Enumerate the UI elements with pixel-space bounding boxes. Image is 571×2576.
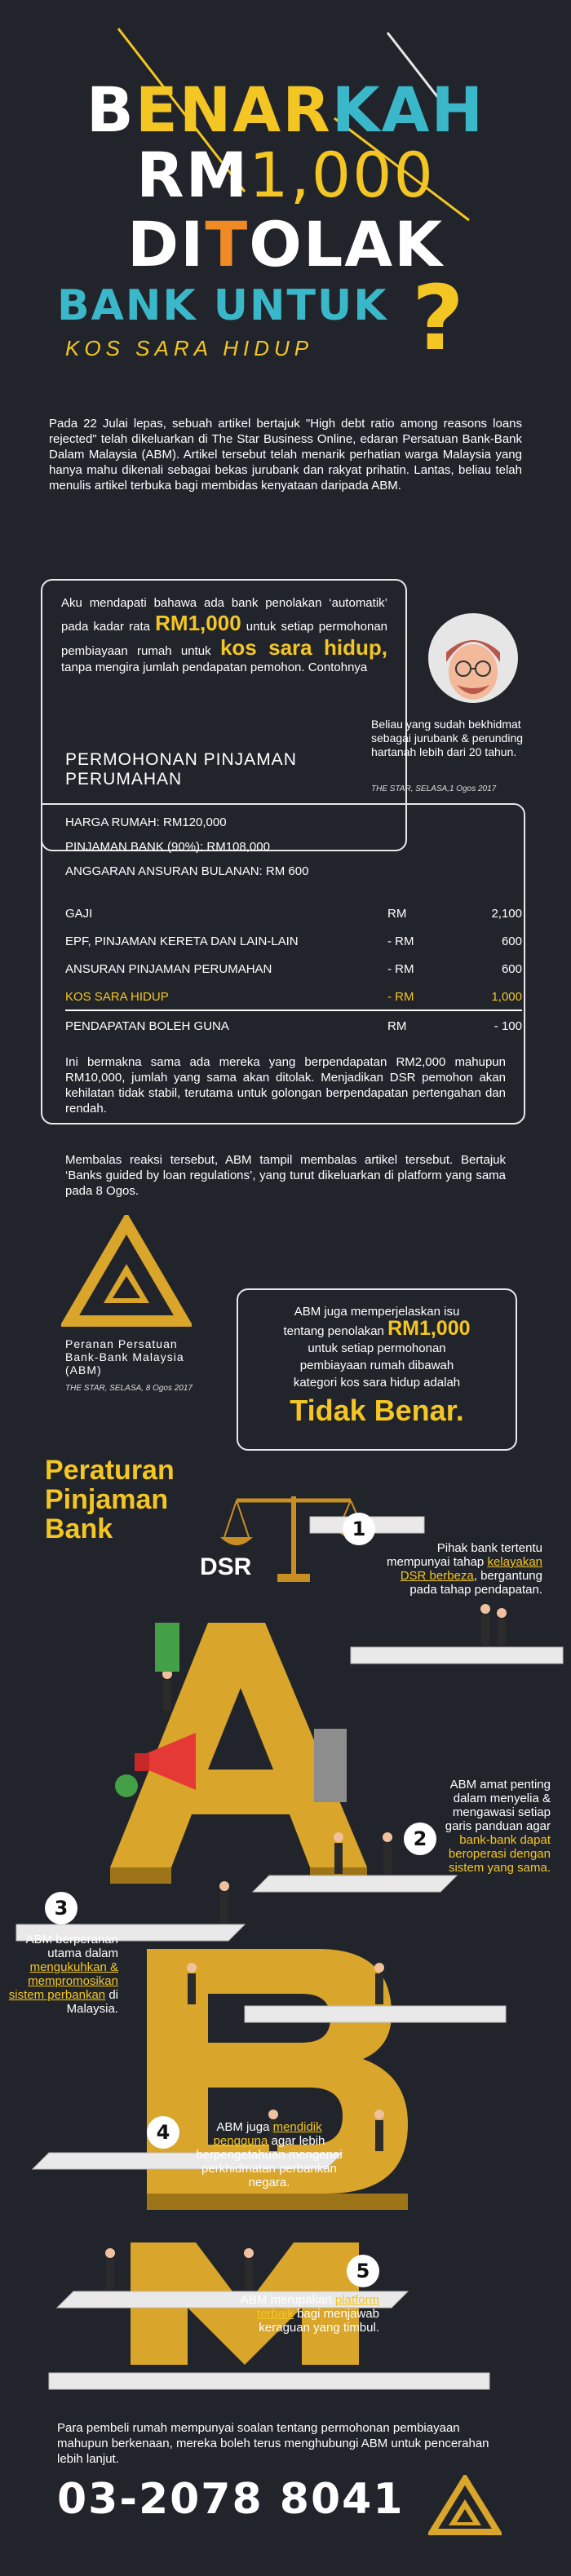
megaphone-icon [115,1733,196,1797]
atm-icon [155,1623,179,1672]
abm-callout-text: ABM juga memperjelaskan isu tentang penolakan RM1,000 untuk setiap permohonan pembiayaan rumah dibawah kategori kos sara hidup adalah Tidak Benar. [237,1303,517,1430]
quote-amount: RM1,000 [155,611,241,635]
author-face-icon [428,613,518,703]
step-5-number: 5 [347,2255,379,2287]
door-icon [314,1729,347,1802]
bank-loan: PINJAMAN BANK (90%): RM108,000 [65,840,270,854]
step-3-number: 3 [45,1892,77,1924]
title-line-2 [0,139,571,211]
title-line-3 [0,208,571,281]
title-word: RM [136,139,250,211]
step-5-text: ABM merupakan platform terbaik bagi menjawab keraguan yang timbul. [240,2293,379,2335]
title-word: 1,000 [249,139,435,211]
title-line-5: KOS SARA HIDUP [65,336,314,360]
loan-conclusion: Ini bermakna sama ada mereka yang berpendapatan RM2,000 mahupun RM10,000, jumlah yang sama akan ditolak. Menjadikan DSR pemohon akan kehilatan tidak stabil, terutama untuk golongan berpendapatan pertengahan dan rendah. [65,1055,506,1116]
quote-keyword: kos sara hidup, [219,635,387,660]
phone-number[interactable]: 03-2078 8041 [57,2475,405,2524]
abm-name: Peranan Persatuan Bank-Bank Malaysia (ABM) [65,1337,184,1376]
dsr-label: DSR [200,1553,252,1580]
title-word: DI [127,208,206,281]
author-avatar [428,613,518,703]
step-3-text: ABM berperanan utama dalam mengukuhkan & mempromosikan sistem perbankan di Malaysia. [8,1933,118,2016]
step-4-number: 4 [147,2116,179,2149]
author-description: Beliau yang sudah bekhidmat sebagai jurubank & perunding hartanah lebih dari 20 tahun. [371,718,524,758]
step-1-text: Pihak bank tertentu mempunyai tahap kelayakan DSR berbeza, bergantung pada tahap pendapatan. [387,1541,542,1597]
rules-heading: Peraturan Pinjaman Bank [45,1455,175,1544]
house-price: HARGA RUMAH: RM120,000 [65,815,227,829]
abm-logo-icon [61,1215,192,1329]
step-2-text: ABM amat penting dalam menyelia & mengawasi setiap garis panduan agar bank-bank dapat beroperasi dengan sistem yang sama. [445,1778,551,1875]
title-word: KAH [331,73,485,146]
step-2-number: 2 [404,1823,436,1855]
abm-amount: RM1,000 [387,1317,471,1340]
abm-verdict: Tidak Benar. [290,1394,464,1427]
step-1-number: 1 [343,1513,375,1545]
monthly-installment: ANGGARAN ANSURAN BULANAN: RM 600 [65,864,309,878]
loan-divider [65,1010,522,1011]
intro-paragraph: Pada 22 Julai lepas, sebuah artikel bertajuk "High debt ratio among reasons loans rejected" telah dikeluarkan di The Star Business Online, edaran Persatuan Bank-Bank Dalam Malaysia (ABM). Artikel tersebut telah menarik perhatian warga Malaysia yang hanya mahu dikenali sebagai bekas jurubank dan rakyat prihatin. Lantas, beliau telah menulis artikel terbuka bagi membidas kenyataan daripada ABM. [49,417,522,493]
author-source: THE STAR, SELASA,1 Ogos 2017 [371,784,497,793]
title-word: ENAR [135,73,332,146]
footer-text: Para pembeli rumah mempunyai soalan tentang permohonan pembiayaan mahupun berkenaan, mereka boleh terus menghubungi ABM untuk pencerahan lebih lanjut. [57,2421,489,2466]
question-mark: ? [412,266,464,370]
loan-heading: PERMOHONAN PINJAMAN PERUMAHAN [65,750,297,789]
title-word: OLAK [249,208,444,281]
abm-logo-small-icon [428,2475,502,2536]
title-word: T [205,208,250,281]
title-letter: B [86,73,135,146]
abm-source: THE STAR, SELASA, 8 Ogos 2017 [65,1384,193,1393]
title-line-4: BANK UNTUK [57,281,388,330]
reaction-paragraph: Membalas reaksi tersebut, ABM tampil membalas artikel tersebut. Bertajuk ‘Banks guided by loan regulations’, yang turut dikeluarkan di platform yang sama pada 8 Ogos. [65,1153,506,1198]
title-line-1 [0,73,571,146]
step-4-text: ABM juga mendidik pengguna agar lebih berpengetahuan mengenai perkhidmatan perbankan negara. [196,2120,343,2189]
quote-text: Aku mendapati bahawa ada bank penolakan ‘automatik’ pada kadar rata RM1,000 untuk setiap permohonan pembiayaan rumah untuk kos sara hidup, tanpa mengira jumlah pendapatan pemohon. Contohnya [61,596,388,674]
